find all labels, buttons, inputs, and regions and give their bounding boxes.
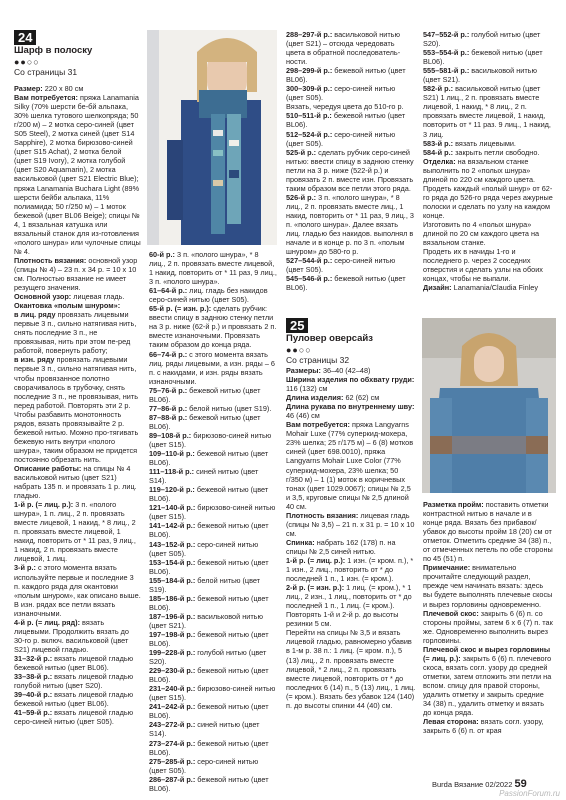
scarf-col3-paragraphs	[286, 30, 414, 292]
instruction-paragraph	[149, 485, 277, 503]
instruction-paragraph	[423, 139, 553, 148]
instruction-text: 36–40 (42–48)	[320, 366, 371, 375]
instruction-text: внимательно прочитайте следующий раздел, прежде чем начинать вязать: здесь вы будете выполнять плечевые скосы и вырез горловины одновременно.	[423, 563, 553, 609]
instruction-label: 3-й р.:	[14, 563, 36, 573]
instruction-text: провязать лицевыми первые 3 п., сильно натягивая нить, снять последние 3 п., не провязывая, нить при этом пе-ред работой, повернуть работу;	[14, 310, 137, 356]
instruction-paragraph	[423, 157, 553, 220]
scarf-number-badge: 24	[14, 30, 36, 45]
instruction-paragraph	[423, 220, 553, 247]
instruction-paragraph	[286, 583, 416, 610]
instruction-text: бежевой нитью (цвет BL06).	[149, 521, 269, 540]
instruction-text: закрыть 6 (6) п. со стороны проймы, затем 6 x 6 (7) п. так же. Одновременно выполнить вырез горловины.	[423, 608, 553, 645]
instruction-text: серо-синей нитью (цвет S05).	[286, 256, 396, 275]
instruction-text: васильковой нитью (цвет S21).	[423, 66, 537, 85]
instruction-label: Дизайн:	[423, 283, 452, 293]
instruction-label: 4-й р. (= лиц. ряд):	[14, 617, 81, 627]
instruction-paragraph	[149, 404, 277, 413]
instruction-text: лиц. гладь без накидов серо-синей нитью (цвет S05).	[149, 286, 268, 305]
scarf-col2-paragraphs	[149, 250, 277, 793]
instruction-paragraph	[14, 464, 141, 500]
instruction-text: сделать рубчик серо-синей нитью: ввести спицу в заднюю стенку петли на 3 р. ниже (522-й р.) и провязать 2 п. вместе изн. Провязать таким образом все петли этого ряда.	[286, 147, 414, 193]
instruction-label: Длина рукава по внутреннему шву:	[286, 402, 415, 412]
scarf-header	[14, 30, 124, 78]
instruction-label: 582-й р.:	[423, 84, 454, 94]
instruction-label: 33–38-й р.:	[14, 672, 53, 682]
instruction-paragraph	[14, 500, 141, 563]
instruction-text: провязать лицевыми первые 3 п., сильно натягивая нить, чтобы провязанное полотно сворачивалось в трубочку, снять последние 3 п., не провязывая, нить перед работой. Повторять эти 2 р.	[14, 355, 139, 410]
instruction-label: Основной узор:	[14, 292, 72, 302]
instruction-paragraph	[286, 538, 416, 556]
instruction-text: поставить отметки контрастной нитью в начале и в конце ряда. Вязать без прибавок/убавок до высоты пройм 18 (20) см от отметок. Отметить средние 34 (38) п., от отмеченных петель по обе стороны по 45 (51) п.	[423, 500, 553, 564]
instruction-paragraph	[423, 247, 553, 283]
instruction-paragraph	[14, 690, 141, 708]
instruction-paragraph	[14, 93, 141, 256]
instruction-label: 41–59-й р.:	[14, 708, 53, 718]
instruction-paragraph	[149, 594, 277, 612]
instruction-text: белой нитью (цвет S19).	[149, 575, 261, 594]
instruction-label: 510–511-й р.:	[286, 111, 332, 121]
instruction-label: 31–32-й р.:	[14, 653, 53, 663]
scarf-page-ref: Со страницы 31	[14, 67, 78, 77]
instruction-paragraph	[149, 576, 277, 594]
instruction-paragraph	[286, 610, 416, 628]
instruction-text: Повторять 1-й и 2-й р. до высоты резинки 5 см.	[286, 610, 399, 629]
instruction-paragraph	[423, 48, 553, 66]
instruction-text: вязать лицевой гладью бежевой нитью (цвет BL06).	[14, 653, 134, 672]
instruction-label: Плотность вязания:	[286, 510, 359, 520]
instruction-label: 229–230-й р.:	[149, 666, 196, 676]
instruction-paragraph	[149, 702, 277, 720]
instruction-text: бежевой нитью (цвет BL06).	[149, 774, 269, 793]
instruction-label: 286–287-й р.:	[149, 774, 196, 784]
instruction-paragraph	[286, 84, 414, 102]
instruction-text: 116 (132) см	[286, 384, 328, 394]
instruction-label: 89–108-й р.:	[149, 430, 192, 440]
instruction-paragraph	[149, 350, 277, 386]
instruction-text: вязать лицевой гладью голубой нитью (цвет S20).	[14, 672, 134, 691]
instruction-label: 527–544-й р.:	[286, 256, 333, 266]
instruction-text: Продеть их в начиды 1-го и последнего р. через 2 соседних отверстия и сделать узлы на обоих концах, чтобы не выпали.	[423, 247, 543, 284]
instruction-text: бежевой нитью (цвет BL06).	[149, 702, 269, 721]
instruction-paragraph	[286, 402, 416, 420]
instruction-paragraph	[149, 540, 277, 558]
instruction-paragraph	[14, 355, 141, 409]
pullover-title: Пуловер оверсайз	[286, 333, 373, 344]
instruction-paragraph	[286, 30, 414, 66]
instruction-label: Плотность вязания:	[14, 255, 87, 265]
instruction-paragraph	[149, 503, 277, 521]
instruction-paragraph	[423, 645, 553, 717]
instruction-paragraph	[286, 420, 416, 510]
instruction-paragraph	[286, 628, 416, 709]
instruction-label: 155–184-й р.:	[149, 575, 196, 585]
instruction-paragraph	[149, 720, 277, 738]
instruction-label: 273–274-й р.:	[149, 738, 196, 748]
instruction-paragraph	[149, 286, 277, 304]
pullover-model-photo	[422, 318, 556, 493]
instruction-label: 185–186-й р.:	[149, 593, 196, 603]
instruction-label: 65-й р. (= изн. р.):	[149, 304, 212, 314]
instruction-text: синей нитью (цвет S14).	[149, 467, 259, 486]
pullover-number-badge: 25	[286, 318, 308, 333]
instruction-paragraph	[286, 148, 414, 193]
instruction-paragraph	[423, 84, 553, 138]
instruction-text: голубой нитью (цвет S20).	[149, 648, 267, 667]
instruction-paragraph	[14, 292, 141, 301]
instruction-text: бежевой нитью (цвет BL06).	[149, 449, 269, 468]
instruction-label: Вам потребуется:	[14, 93, 78, 103]
instruction-label: Разметка пройм:	[423, 500, 484, 509]
instruction-paragraph	[423, 148, 553, 157]
instruction-label: Плечевой скос и вырез горловины (= лиц. р.):	[423, 644, 551, 663]
pullover-text-column-4	[423, 500, 553, 735]
instruction-label: 525-й р.:	[286, 147, 317, 157]
instruction-label: 197–198-й р.:	[149, 629, 196, 639]
instruction-paragraph	[14, 310, 141, 355]
instruction-text: Перейти на спицы № 3,5 и вязать лицевой гладью, равномерно убавив в 1-м р. 38 п.: 1 лиц. (= кром. п.), 5 (13) лиц., 2 п. провязать вместе лицевой, * 2 лиц., 2 п. провязать вместе лицевой, повторить от * до последних 6 (14) п., 5 (13) лиц., 1 лиц. (= кром.). Вязать без убавок 124 (140) п. до высоты спинки 44 (40) см.	[286, 628, 416, 710]
instruction-text: васильковой нитью (цвет S21) 1 лиц., 2 п. провязать вместе лицевой, 1 накид, * 8 лиц., 2 п. провязать вместе лицевой, 1 накид, повторить от * 11 раз. 9 лиц., 1 накид, 3 лиц.	[423, 84, 551, 139]
instruction-label: в изн. ряду	[14, 355, 55, 365]
instruction-label: 187–196-й р.:	[149, 611, 196, 621]
instruction-label: Длина изделия:	[286, 393, 344, 403]
instruction-paragraph	[149, 684, 277, 702]
instruction-label: Вам потребуется:	[286, 420, 350, 430]
instruction-label: 1-й р. (= лиц. р.):	[286, 555, 346, 565]
instruction-text: закрыть петли свободно.	[453, 147, 540, 157]
instruction-label: 288–297-й р.:	[286, 30, 333, 39]
instruction-label: 555–581-й р.:	[423, 66, 470, 76]
instruction-paragraph	[149, 431, 277, 449]
instruction-label: 584-й р.:	[423, 147, 454, 157]
instruction-text: бежевой нитью (цвет BL06).	[149, 666, 269, 685]
instruction-paragraph	[423, 500, 553, 563]
instruction-label: Спинка:	[286, 537, 315, 547]
instruction-label: Описание работы:	[14, 463, 82, 473]
instruction-paragraph	[14, 410, 141, 464]
pullover-model-image	[422, 318, 556, 493]
instruction-paragraph	[149, 612, 277, 630]
scarf-text-column-1	[14, 84, 141, 726]
instruction-paragraph	[149, 757, 277, 775]
instruction-text: Вязать, чередуя цвета до 510-го р.	[286, 102, 404, 112]
instruction-text: с этого момента вязать используйте первые и последние 3 п. каждого ряда для окантовки «полым шнуром», как описано выше. В изн. рядах все петли вязать изнаночными.	[14, 563, 141, 618]
instruction-label: 66–74-й р.:	[149, 349, 188, 359]
instruction-text: лицевая гладь (спицы № 3,5) – 21 п. x 31 р. = 10 x 10 см.	[286, 510, 415, 538]
instruction-label: Плечевой скос:	[423, 608, 479, 618]
instruction-text: сделать рубчик: ввести спицу в заднюю стенку петли на 3 р. ниже (62-й р.) и провязать 2 п. вместе изнаночными. Провязать таким образом до конца ряда.	[149, 304, 277, 350]
instruction-paragraph	[149, 449, 277, 467]
instruction-label: 77–86-й р.:	[149, 403, 188, 413]
instruction-label: 121–140-й р.:	[149, 503, 196, 513]
instruction-paragraph	[149, 630, 277, 648]
instruction-paragraph	[423, 717, 553, 735]
instruction-text: лицевая гладь.	[71, 292, 125, 302]
page-number: 59	[514, 778, 527, 790]
instruction-text: синей нитью (цвет S14).	[149, 720, 260, 739]
instruction-text: васильковой нитью (цвет S21) – отсюда чередовать цвета в обратной последователь-ности.	[286, 30, 401, 67]
instruction-text: 3 п. «полого шнура», * 8 лиц., 2 п. провязать вместе лицевой, 1 накид, повторить от * 11 раз, 9 лиц., 3 п. «полого шнура».	[149, 250, 277, 287]
pullover-difficulty-dots: ●●○○	[286, 345, 312, 355]
instruction-paragraph	[286, 274, 414, 292]
instruction-text: бежевой нитью (цвет BL06).	[149, 412, 261, 431]
instruction-label: 143–152-й р.:	[149, 539, 196, 549]
instruction-paragraph	[14, 618, 141, 654]
instruction-text: бежевой нитью (цвет BL06).	[149, 629, 269, 649]
instruction-label: Левая сторона:	[423, 717, 479, 727]
instruction-paragraph	[423, 30, 553, 48]
instruction-paragraph	[14, 708, 141, 726]
magazine-name: Burda Вязание 02/2022	[432, 780, 513, 789]
instruction-text: бежевой нитью (цвет BL06).	[149, 557, 269, 576]
instruction-label: Отделка:	[423, 156, 456, 166]
pullover-text-column-3	[286, 366, 416, 710]
instruction-label: Примечание:	[423, 563, 471, 573]
instruction-text: бежевой нитью (цвет BL06).	[149, 593, 269, 612]
instruction-label: 2-й р. (= изн. р.):	[286, 583, 345, 593]
instruction-text: Чтобы разбавить монотонность рядов, вязать провязывайте 2 р. бежевой нитью. Можно про-тягивать бежевую нить внутри «полого шнура», таким образом не придется постоянно обрезать нить.	[14, 409, 139, 464]
instruction-label: Размер:	[14, 84, 43, 93]
instruction-paragraph	[149, 775, 277, 793]
scarf-text-column-3	[286, 30, 414, 292]
instruction-text: пряжа Lanamania Silky (70% шерсти бе-бй альпака, 30% шелка тутового шелкопряда; 50 г/200 м) – 2 мотка серо-синей (цвет S05 Steel), 2 мотка синей (цвет S14 Sapphire), 2 мотка бирюзово-синей (цвет S15 Achat), 2 мотка белой (цвет S19 Ivory), 2 мотка голубой (цвет S20 Aquamarin), 2 мотка васильковой (цвет S21 Electric Blue); пряжа Lanamania Buchara Light (89% шерсти бейби альпака, 11% полиамида; 50 г/250 м) – 1 моток бежевой (цвет BL06 Beige); спицы № 4, 1 вязальная катушка или вязальный станок для из-готовления «полого шнура» или чулочные спицы № 4.	[14, 93, 141, 256]
instruction-label: 553–554-й р.:	[423, 48, 470, 58]
instruction-paragraph	[149, 739, 277, 757]
instruction-text: бежевой нитью (цвет BL06).	[149, 385, 261, 404]
instruction-text: набрать 162 (178) п. на спицы № 2,5 синей нитью.	[286, 537, 396, 556]
instruction-text: вязать лицевыми. Продолжить вязать до 30-го р. включ. васильковой (цвет S21) лицевой гладью.	[14, 617, 129, 654]
instruction-label: 141–142-й р.:	[149, 521, 196, 531]
instruction-text: бежевой нитью (цвет BL06).	[286, 111, 406, 130]
instruction-label: 60-й р.:	[149, 250, 175, 259]
scarf-text-column-2	[149, 250, 277, 793]
instruction-label: 547–552-й р.:	[423, 30, 470, 39]
instruction-paragraph	[286, 193, 414, 256]
instruction-text: серо-синей нитью (цвет S05).	[149, 539, 259, 558]
instruction-text: серо-синей нитью (цвет S05).	[286, 129, 396, 148]
scarf-model-photo	[147, 30, 277, 245]
instruction-text: Изготовить по 4 «полых шнура» длиной по 20 см каждого цвета на вязальном станке.	[423, 219, 540, 248]
instruction-label: 512–524-й р.:	[286, 129, 333, 139]
instruction-paragraph	[423, 66, 553, 84]
instruction-text: 1 изн. (= кром. п.), * 1 изн., 2 лиц., повторить от * до последней 1 п., 1 изн. (= кром.).	[286, 555, 414, 584]
instruction-text: 220 x 80 см	[42, 84, 84, 93]
instruction-paragraph	[423, 609, 553, 645]
instruction-label: 119–120-й р.:	[149, 485, 195, 495]
instruction-label: 109–110-й р.:	[149, 449, 195, 459]
instruction-text: бирюзово-синей нитью (цвет S15).	[149, 430, 272, 449]
pullover-header	[286, 318, 414, 366]
instruction-text: 46 (46) см	[286, 411, 320, 421]
instruction-label: 545–546-й р.:	[286, 274, 333, 284]
instruction-paragraph	[286, 130, 414, 148]
instruction-label: 243–272-й р.:	[149, 720, 196, 730]
instruction-label: 1-й р. (= лиц. р.):	[14, 500, 74, 510]
instruction-text: бежевой нитью (цвет BL06).	[149, 485, 269, 504]
instruction-paragraph	[286, 256, 414, 274]
instruction-label: 39–40-й р.:	[14, 690, 53, 700]
instruction-paragraph	[149, 648, 277, 666]
pullover-page-ref: Со страницы 32	[286, 355, 350, 365]
instruction-text: 3 п. «полого шнура», 1 п. лиц., 2 п. провязать вместе лицевой, 1 накид, * 8 лиц., 2 п. провязать вместе лицевой, 1 накид, повторить от * 11 раз, 9 лиц., 1 накид, 2 п. провязать вместе лицевой, 1 лиц.	[14, 500, 136, 564]
instruction-paragraph	[286, 556, 416, 583]
instruction-text: серо-синей нитью (цвет S05).	[149, 756, 259, 775]
scarf-title: Шарф в полоску	[14, 45, 93, 56]
instruction-paragraph	[14, 301, 141, 310]
instruction-label: 199–228-й р.:	[149, 648, 196, 658]
instruction-text: закрыть 6 (6) п. плечевого скоса, вязать согл. узору до средней отметки, затем отложить эти петли на вспом. спицу для правой стороны, удалить отметку и закрыть средние 34 (38) п., удалить отметку и вязать до конца ряда.	[423, 653, 552, 718]
instruction-paragraph	[14, 672, 141, 690]
instruction-paragraph	[423, 563, 553, 608]
instruction-text: бирюзово-синей нитью (цвет S15).	[149, 684, 276, 703]
instruction-text: вязать лицевой гладью бежевой нитью (цвет BL06).	[14, 690, 134, 709]
scarf-difficulty-dots: ●●○○	[14, 57, 40, 67]
instruction-label: Окантовка «полым шнуром»:	[14, 301, 121, 311]
instruction-text: вязать согл. узору, закрыть 6 (6) п. от края	[423, 717, 544, 736]
instruction-text: вязать лицевой гладью серо-синей нитью (цвет S05).	[14, 708, 134, 727]
instruction-paragraph	[286, 375, 416, 393]
instruction-label: 241–242-й р.:	[149, 702, 196, 712]
scarf-col4-paragraphs	[423, 30, 553, 292]
instruction-text: основной узор (спицы № 4) – 23 п. x 34 р. = 10 x 10 см. Полностью вязание не имеет резущего значения.	[14, 255, 138, 293]
instruction-text: бежевой нитью (цвет BL06).	[423, 48, 543, 67]
instruction-text: Lanamania/Claudia Finley	[451, 283, 539, 293]
instruction-label: 583-й р.:	[423, 138, 454, 148]
instruction-paragraph	[286, 393, 416, 402]
instruction-label: 75–76-й р.:	[149, 385, 188, 395]
instruction-paragraph	[14, 654, 141, 672]
instruction-text: бирюзово-синей нитью (цвет S15).	[149, 503, 276, 522]
instruction-paragraph	[286, 511, 416, 538]
instruction-text: на вязальном станке выполнить по 2 «полых шнура» длиной по 220 см каждого цвета. Продеть каждый «полый шнур» от 62-го ряда до 526-го ряда через ажурные полоски и сделать по узлу на каждом конце.	[423, 156, 553, 220]
instruction-text: 1 лиц. (= кром.), * 1 лиц., 2 изн., 1 лиц., повторить от * до последней 1 п., 1 лиц. (= кром.).	[286, 583, 412, 611]
instruction-paragraph	[286, 366, 416, 375]
scarf-model-image	[147, 30, 277, 245]
instruction-paragraph	[149, 666, 277, 684]
instruction-text: вязать лицевыми.	[453, 138, 516, 148]
instruction-label: 111–118-й р.:	[149, 467, 195, 477]
scarf-text-column-4	[423, 30, 553, 292]
instruction-text: голубой нитью (цвет S20).	[423, 30, 541, 49]
instruction-text: бежевой нитью (цвет BL06).	[286, 66, 406, 85]
instruction-paragraph	[149, 467, 277, 485]
instruction-text: 3 п. «полого шнура», * 8 лиц., 2 п. провязать вместе лиц., 1 накид, повторить от * 11 раз, 9 лиц., 3 п. «полого шнура». Далее вязать лиц. гладью без накидов. выполнял в начале и в конце р. по 3 п. «полым шнуром» до 580-го р.	[286, 192, 414, 257]
instruction-label: в лиц. ряду	[14, 310, 56, 320]
instruction-label: 61–64-й р.:	[149, 286, 188, 296]
instruction-label: 153–154-й р.:	[149, 557, 196, 567]
instruction-paragraph	[14, 256, 141, 292]
instruction-paragraph	[149, 521, 277, 539]
instruction-label: 300–309-й р.:	[286, 84, 333, 94]
instruction-text: пряжа Langyarns Mohair Luxe (77% суперкид-мохера, 23% шелка; 25 г/175 м) – 6 (8) мотков синей (цвет 698.0010), пряжа Langyarns Mohair Luxe Color (77% суперкид-мохера, 23% шелка; 50 г/350 м) – 1 (1) моток в коричневых тонах (цвет 1029.0067); спицы № 2,5 и 3,5, круговые спицы № 2,5 длиной 40 см.	[286, 420, 414, 511]
instruction-label: 87–88-й р.:	[149, 412, 188, 422]
instruction-label: 275–285-й р.:	[149, 756, 196, 766]
instruction-paragraph	[286, 66, 414, 84]
instruction-paragraph	[149, 386, 277, 404]
instruction-paragraph	[14, 563, 141, 617]
instruction-label: 526-й р.:	[286, 192, 317, 202]
instruction-paragraph	[286, 102, 414, 111]
instruction-label: Размеры:	[286, 366, 321, 375]
instruction-label: Ширина изделия по обхвату груди:	[286, 375, 415, 385]
instruction-paragraph	[14, 84, 141, 93]
instruction-paragraph	[149, 304, 277, 349]
scarf-col1-paragraphs	[14, 84, 141, 726]
instruction-text: бежевой нитью (цвет BL06).	[149, 738, 269, 757]
instruction-text: с этого момента вязать лиц. ряды лицевыми, а изн. ряды – 6 п. с накидами, и изн. ряды вязать изнаночными.	[149, 349, 275, 386]
instruction-paragraph	[149, 250, 277, 286]
watermark: PassionForum.ru	[499, 789, 560, 798]
instruction-paragraph	[423, 283, 553, 292]
instruction-text: бежевой нитью (цвет BL06).	[286, 274, 406, 293]
pullover-col4-paragraphs	[423, 500, 553, 735]
instruction-paragraph	[286, 111, 414, 129]
instruction-label: 298–299-й р.:	[286, 66, 333, 76]
instruction-text: белой нитью (цвет S19).	[187, 403, 272, 413]
pullover-col3-paragraphs	[286, 366, 416, 710]
instruction-text: 62 (62) см	[343, 393, 380, 403]
instruction-label: 231–240-й р.:	[149, 684, 196, 694]
instruction-text: васильковой нитью (цвет S21).	[149, 611, 263, 630]
instruction-text: на спицы № 4 васильковой нитью (цвет S21) набрать 135 п. и провязать 1 р. лиц. гладью.	[14, 463, 137, 501]
instruction-paragraph	[149, 558, 277, 576]
instruction-text: серо-синей нитью (цвет S05).	[286, 84, 396, 103]
instruction-paragraph	[149, 413, 277, 431]
